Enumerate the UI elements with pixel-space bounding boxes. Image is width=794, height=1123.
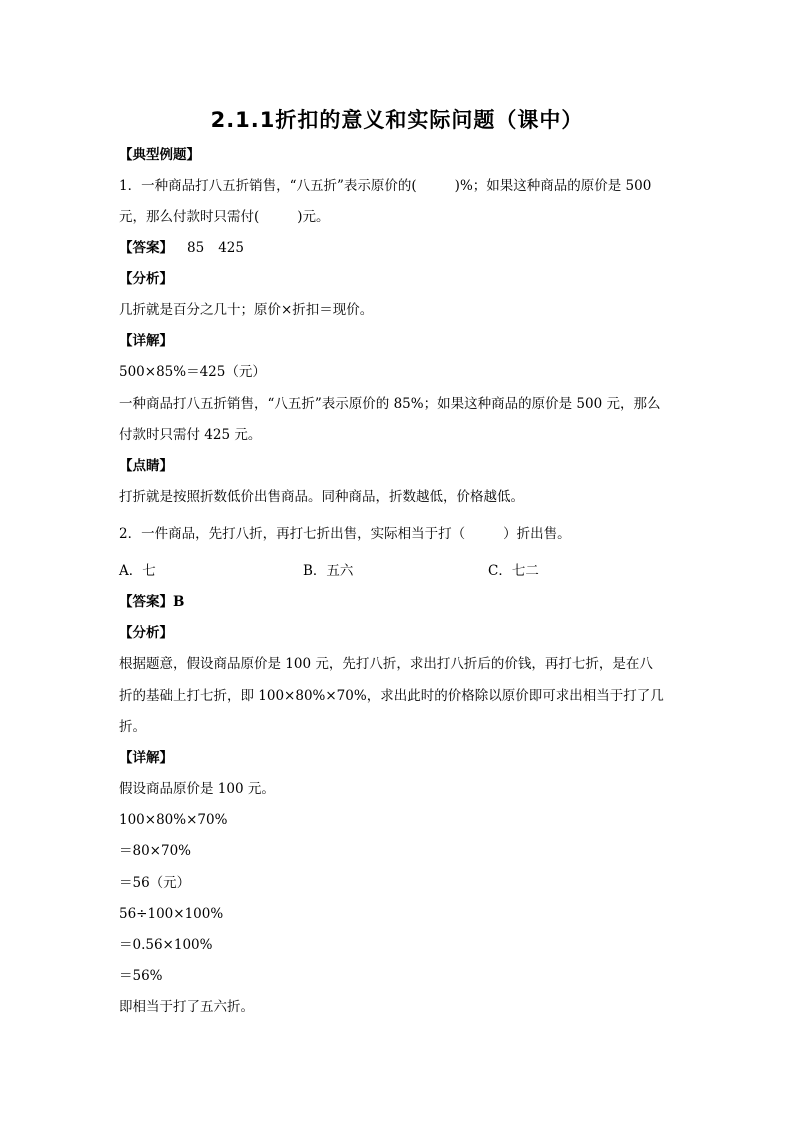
q2-text-part1: 2．一件商品，先打八折，再打七折出售，实际相当于打（ [119,526,466,542]
q1-text-part3: 元，那么付款时只需付( [119,209,260,225]
q2-option-a: A．七 [119,563,156,579]
q1-line1 [119,176,651,196]
q2-question [119,524,571,544]
q1-analysis: 几折就是百分之几十；原价×折扣＝现价。 [119,302,374,318]
q2-step-7: ＝56% [119,968,163,984]
q2-detail-label: 【详解】 [119,750,173,766]
q1-line2 [119,207,330,227]
q2-step-4: ＝56（元） [119,875,191,891]
section-heading: 【典型例题】 [119,147,200,163]
q2-step-3: ＝80×70% [119,843,191,859]
q2-step-5: 56÷100×100% [119,906,224,922]
q2-option-c: C．七二 [488,563,539,579]
q2-option-b: B．五六 [303,563,354,579]
q1-detail-3: 付款时只需付 425 元。 [119,427,262,443]
q1-detail-2: 一种商品打八五折销售，“八五折”表示原价的 85%；如果这种商品的原价是 500 元，那么 [119,396,661,412]
q2-text-part2: ）折出售。 [503,526,571,542]
q2-analysis-2: 折的基础上打七折，即 100×80%×70%，求出此时的价格除以原价即可求出相当于打了几 [119,688,664,704]
q1-answer-1: 85 [187,240,205,256]
q2-step-2: 100×80%×70% [119,812,228,828]
q2-step-1: 假设商品原价是 100 元。 [119,781,275,797]
q2-step-6: ＝0.56×100% [119,937,213,953]
q1-analysis-label: 【分析】 [119,271,173,287]
q1-answer [119,238,244,258]
q2-analysis-1: 根据题意，假设商品原价是 100 元，先打八折，求出打八折后的价钱，再打七折，是在八 [119,656,653,672]
q1-comment: 打折就是按照折数低价出售商品。同种商品，折数越低，价格越低。 [119,489,524,505]
q1-detail-label: 【详解】 [119,333,173,349]
q1-text-part1: 1．一种商品打八五折销售，“八五折”表示原价的( [119,178,417,194]
q1-text-part4: )元。 [297,209,330,225]
page-title: 2.1.1折扣的意义和实际问题（课中） [210,108,584,132]
q1-detail-1: 500×85%＝425（元） [119,364,266,380]
q1-comment-label: 【点睛】 [119,458,173,474]
q1-text-part2: )%；如果这种商品的原价是 500 [454,178,652,194]
q1-answer-2: 425 [218,240,244,256]
q1-answer-label: 【答案】 [119,240,173,256]
q2-analysis-label: 【分析】 [119,625,173,641]
q2-analysis-3: 折。 [119,719,146,735]
q2-answer: 【答案】B [119,594,185,610]
q2-step-8: 即相当于打了五六折。 [119,999,254,1015]
